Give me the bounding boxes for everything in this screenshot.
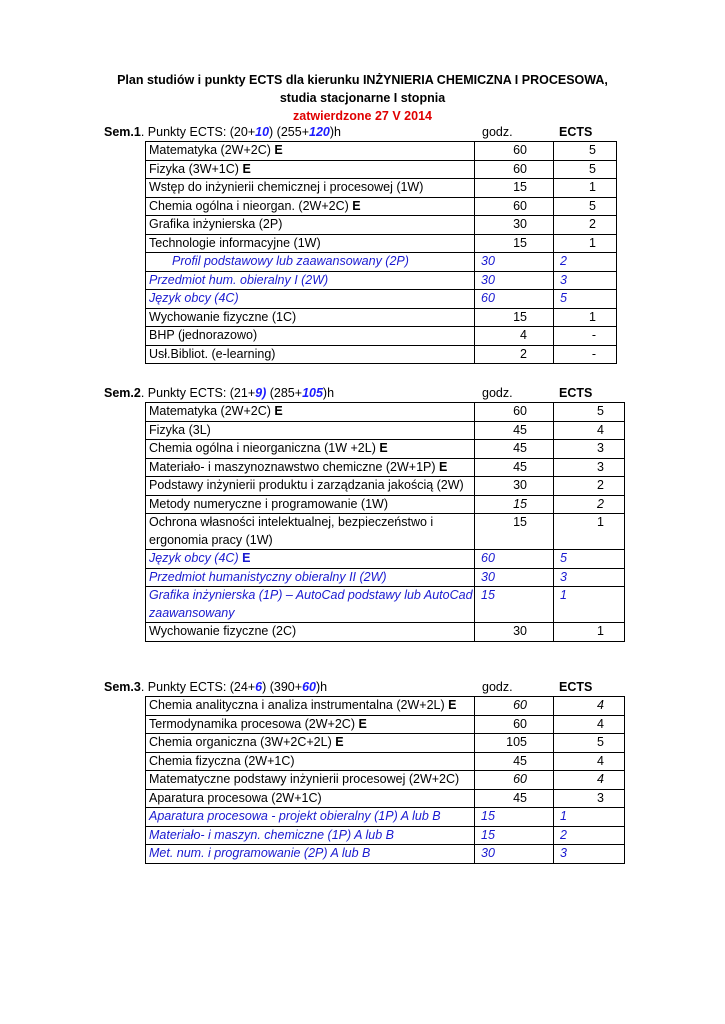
table-row: [146, 734, 625, 753]
table-row: [146, 587, 625, 623]
course-name: [146, 458, 475, 477]
course-name: [146, 477, 475, 496]
exam-marker: E: [335, 735, 344, 749]
course-name: [146, 845, 475, 864]
course-name-text: Usł.Bibliot. (e-learning): [149, 346, 276, 361]
course-name-text: Aparatura procesowa - projekt obieralny (1P) A lub B: [149, 809, 441, 823]
table-row: [146, 826, 625, 845]
exam-marker: E: [242, 161, 251, 176]
exam-marker: E: [352, 198, 361, 213]
table-row: [146, 514, 625, 550]
hours-text: ) (390+: [262, 680, 303, 694]
course-ects: 2: [554, 477, 625, 496]
course-name: [146, 587, 475, 623]
ects-text: . Punkty ECTS: (21+: [140, 386, 256, 400]
table-row: [146, 771, 625, 790]
course-name-text: Termodynamika procesowa (2W+2C): [149, 716, 355, 731]
table-row: [146, 845, 625, 864]
course-ects: 5: [554, 142, 617, 161]
table-row: [146, 142, 617, 161]
ects-text: . Punkty ECTS: (20+: [140, 125, 256, 139]
table-row: [146, 253, 617, 272]
table-row: [146, 271, 617, 290]
table-row: [146, 403, 625, 422]
course-ects: 3: [554, 789, 625, 808]
semester-heading: [104, 125, 341, 139]
course-name-text: Materiało- i maszynoznawstwo chemiczne (2W+1P): [149, 459, 436, 474]
course-ects: 1: [554, 808, 625, 827]
course-hours: 60: [475, 197, 554, 216]
ects-extra: 10: [255, 125, 270, 139]
semester-heading: [104, 386, 334, 400]
course-name: [146, 514, 475, 550]
course-name-text: Technologie informacyjne (1W): [149, 235, 321, 250]
course-hours: 60: [475, 160, 554, 179]
course-name-text: Matematyka (2W+2C): [149, 143, 271, 157]
course-name-text: Materiało- i maszyn. chemiczne (1P) A lub B: [149, 827, 394, 842]
course-hours: 15: [475, 234, 554, 253]
course-name: [146, 216, 475, 235]
course-ects: 5: [554, 403, 625, 422]
course-name-text: Język obcy (4C): [149, 291, 239, 305]
table-row: [146, 327, 617, 346]
course-ects: 1: [554, 308, 617, 327]
course-name: [146, 440, 475, 459]
course-name-text: Aparatura procesowa (2W+1C): [149, 790, 322, 805]
course-ects: 2: [554, 495, 625, 514]
course-hours: 4: [475, 327, 554, 346]
course-ects: 5: [554, 734, 625, 753]
exam-marker: E: [439, 459, 448, 474]
course-hours: 15: [475, 808, 554, 827]
course-name-text: Fizyka (3W+1C): [149, 161, 239, 176]
course-name-text: Chemia ogólna i nieorgan. (2W+2C): [149, 198, 349, 213]
course-ects: 5: [554, 197, 617, 216]
course-name: [146, 568, 475, 587]
hours-extra: 60: [302, 680, 316, 694]
course-name-text: Ochrona własności intelektualnej, bezpieczeństwo i ergonomia pracy (1W): [149, 515, 434, 547]
course-hours: 60: [475, 290, 554, 309]
course-name-text: Grafika inżynierska (1P) – AutoCad podstawy lub AutoCad zaawansowany: [149, 588, 473, 620]
ects-extra: 9): [255, 386, 267, 400]
course-ects: 2: [554, 826, 625, 845]
course-name: [146, 271, 475, 290]
course-name: [146, 345, 475, 364]
course-ects: 4: [554, 715, 625, 734]
course-ects: 5: [554, 160, 617, 179]
table-row: [146, 197, 617, 216]
table-row: [146, 308, 617, 327]
semester-label: Sem.3: [104, 680, 141, 694]
course-ects: 4: [554, 752, 625, 771]
column-header-hours: godz.: [482, 680, 513, 694]
course-name-text: Wstęp do inżynierii chemicznej i procesowej (1W): [149, 180, 424, 194]
course-hours: 15: [475, 514, 554, 550]
course-ects: -: [554, 345, 617, 364]
course-name: [146, 623, 475, 642]
column-header-ects: ECTS: [559, 125, 593, 139]
course-name: [146, 290, 475, 309]
course-ects: 2: [554, 216, 617, 235]
course-name-text: Przedmiot humanistyczny obieralny II (2W): [149, 569, 387, 584]
column-header-hours: godz.: [482, 386, 513, 400]
hours-extra: 105: [302, 386, 323, 400]
course-hours: 30: [475, 623, 554, 642]
column-header-ects: ECTS: [559, 680, 593, 694]
course-hours: 60: [475, 697, 554, 716]
course-hours: 30: [475, 568, 554, 587]
course-hours: 60: [475, 715, 554, 734]
table-row: [146, 179, 617, 198]
course-name: [146, 734, 475, 753]
course-name-text: Chemia ogólna i nieorganiczna (1W +2L): [149, 441, 376, 455]
course-name: [146, 327, 475, 346]
hours-suffix: )h: [329, 125, 341, 139]
course-name-text: Chemia analityczna i analiza instrumentalna (2W+2L): [149, 698, 445, 712]
course-hours: 60: [475, 771, 554, 790]
course-name-text: BHP (jednorazowo): [149, 328, 258, 342]
course-name: [146, 253, 475, 272]
column-header-hours: godz.: [482, 125, 513, 139]
course-name: [146, 160, 475, 179]
table-row: [146, 421, 625, 440]
table-row: [146, 495, 625, 514]
course-ects: 3: [554, 845, 625, 864]
table-row: [146, 458, 625, 477]
semester-table: [145, 141, 617, 364]
semester-label: Sem.1: [104, 125, 141, 139]
course-name: [146, 234, 475, 253]
course-ects: 1: [554, 514, 625, 550]
course-ects: 2: [554, 253, 617, 272]
exam-marker: E: [242, 551, 251, 565]
course-ects: 1: [554, 179, 617, 198]
table-row: [146, 550, 625, 569]
course-hours: 15: [475, 826, 554, 845]
course-name: [146, 495, 475, 514]
exam-marker: E: [379, 441, 388, 455]
course-name: [146, 826, 475, 845]
table-row: [146, 160, 617, 179]
semester-table: [145, 402, 625, 642]
course-name-text: Met. num. i programowanie (2P) A lub B: [149, 846, 371, 860]
exam-marker: E: [274, 404, 283, 418]
table-row: [146, 789, 625, 808]
course-hours: 60: [475, 403, 554, 422]
course-hours: 30: [475, 845, 554, 864]
exam-marker: E: [274, 143, 283, 157]
course-name: [146, 550, 475, 569]
course-hours: 15: [475, 308, 554, 327]
course-name: [146, 697, 475, 716]
course-name-text: Chemia organiczna (3W+2C+2L): [149, 735, 332, 749]
course-ects: 3: [554, 458, 625, 477]
course-name-text: Matematyka (2W+2C): [149, 404, 271, 418]
hours-text: (285+: [266, 386, 303, 400]
semester-label: Sem.2: [104, 386, 141, 400]
course-ects: 5: [554, 290, 617, 309]
semester-table: [145, 696, 625, 864]
table-row: [146, 345, 617, 364]
course-hours: 15: [475, 179, 554, 198]
table-row: [146, 290, 617, 309]
course-ects: 1: [554, 623, 625, 642]
course-ects: -: [554, 327, 617, 346]
hours-text: ) (255+: [269, 125, 310, 139]
approval-date: zatwierdzone 27 V 2014: [293, 109, 432, 123]
table-row: [146, 697, 625, 716]
course-name: [146, 752, 475, 771]
course-name: [146, 197, 475, 216]
course-name-text: Metody numeryczne i programowanie (1W): [149, 496, 388, 511]
course-name-text: Podstawy inżynierii produktu i zarządzania jakością (2W): [149, 478, 464, 492]
course-name: [146, 808, 475, 827]
table-row: [146, 477, 625, 496]
table-row: [146, 808, 625, 827]
course-ects: 3: [554, 568, 625, 587]
course-ects: 3: [554, 440, 625, 459]
course-name-text: Matematyczne podstawy inżynierii procesowej (2W+2C): [149, 772, 460, 786]
document-title: Plan studiów i punkty ECTS dla kierunku INŻYNIERIA CHEMICZNA I PROCESOWA,: [117, 73, 608, 87]
course-hours: 15: [475, 587, 554, 623]
hours-suffix: )h: [315, 680, 328, 694]
course-ects: 4: [554, 421, 625, 440]
table-row: [146, 752, 625, 771]
semester-heading: [104, 680, 327, 694]
table-row: [146, 440, 625, 459]
exam-marker: E: [358, 716, 367, 731]
course-name: [146, 715, 475, 734]
course-name-text: Język obcy (4C): [149, 551, 239, 565]
course-name: [146, 142, 475, 161]
table-row: [146, 216, 617, 235]
course-ects: 5: [554, 550, 625, 569]
table-row: [146, 234, 617, 253]
course-hours: 60: [475, 142, 554, 161]
course-name: [146, 771, 475, 790]
column-header-ects: ECTS: [559, 386, 593, 400]
course-hours: 45: [475, 458, 554, 477]
course-hours: 45: [475, 789, 554, 808]
course-hours: 30: [475, 271, 554, 290]
course-ects: 1: [554, 234, 617, 253]
table-row: [146, 568, 625, 587]
course-name: [146, 179, 475, 198]
course-hours: 45: [475, 440, 554, 459]
course-ects: 4: [554, 771, 625, 790]
course-name-text: Grafika inżynierska (2P): [149, 217, 283, 231]
hours-suffix: )h: [322, 386, 335, 400]
table-row: [146, 715, 625, 734]
document-subtitle: studia stacjonarne I stopnia: [279, 91, 446, 105]
ects-extra: 6: [255, 680, 263, 694]
exam-marker: E: [448, 698, 457, 712]
course-ects: 4: [554, 697, 625, 716]
ects-text: . Punkty ECTS: (24+: [140, 680, 256, 694]
course-hours: 2: [475, 345, 554, 364]
course-name-text: Przedmiot hum. obieralny I (2W): [149, 272, 329, 287]
course-name-text: Profil podstawowy lub zaawansowany (2P): [172, 254, 409, 268]
course-name-text: Wychowanie fizyczne (1C): [149, 309, 297, 324]
course-name: [146, 421, 475, 440]
course-hours: 60: [475, 550, 554, 569]
course-name-text: Fizyka (3L): [149, 422, 211, 437]
course-hours: 30: [475, 253, 554, 272]
course-hours: 45: [475, 421, 554, 440]
table-row: [146, 623, 625, 642]
course-hours: 30: [475, 477, 554, 496]
course-ects: 1: [554, 587, 625, 623]
course-name-text: Wychowanie fizyczne (2C): [149, 624, 297, 638]
hours-extra: 120: [309, 125, 330, 139]
course-hours: 45: [475, 752, 554, 771]
course-ects: 3: [554, 271, 617, 290]
course-name: [146, 308, 475, 327]
course-name: [146, 789, 475, 808]
course-name: [146, 403, 475, 422]
course-name-text: Chemia fizyczna (2W+1C): [149, 753, 295, 768]
course-hours: 105: [475, 734, 554, 753]
course-hours: 15: [475, 495, 554, 514]
course-hours: 30: [475, 216, 554, 235]
